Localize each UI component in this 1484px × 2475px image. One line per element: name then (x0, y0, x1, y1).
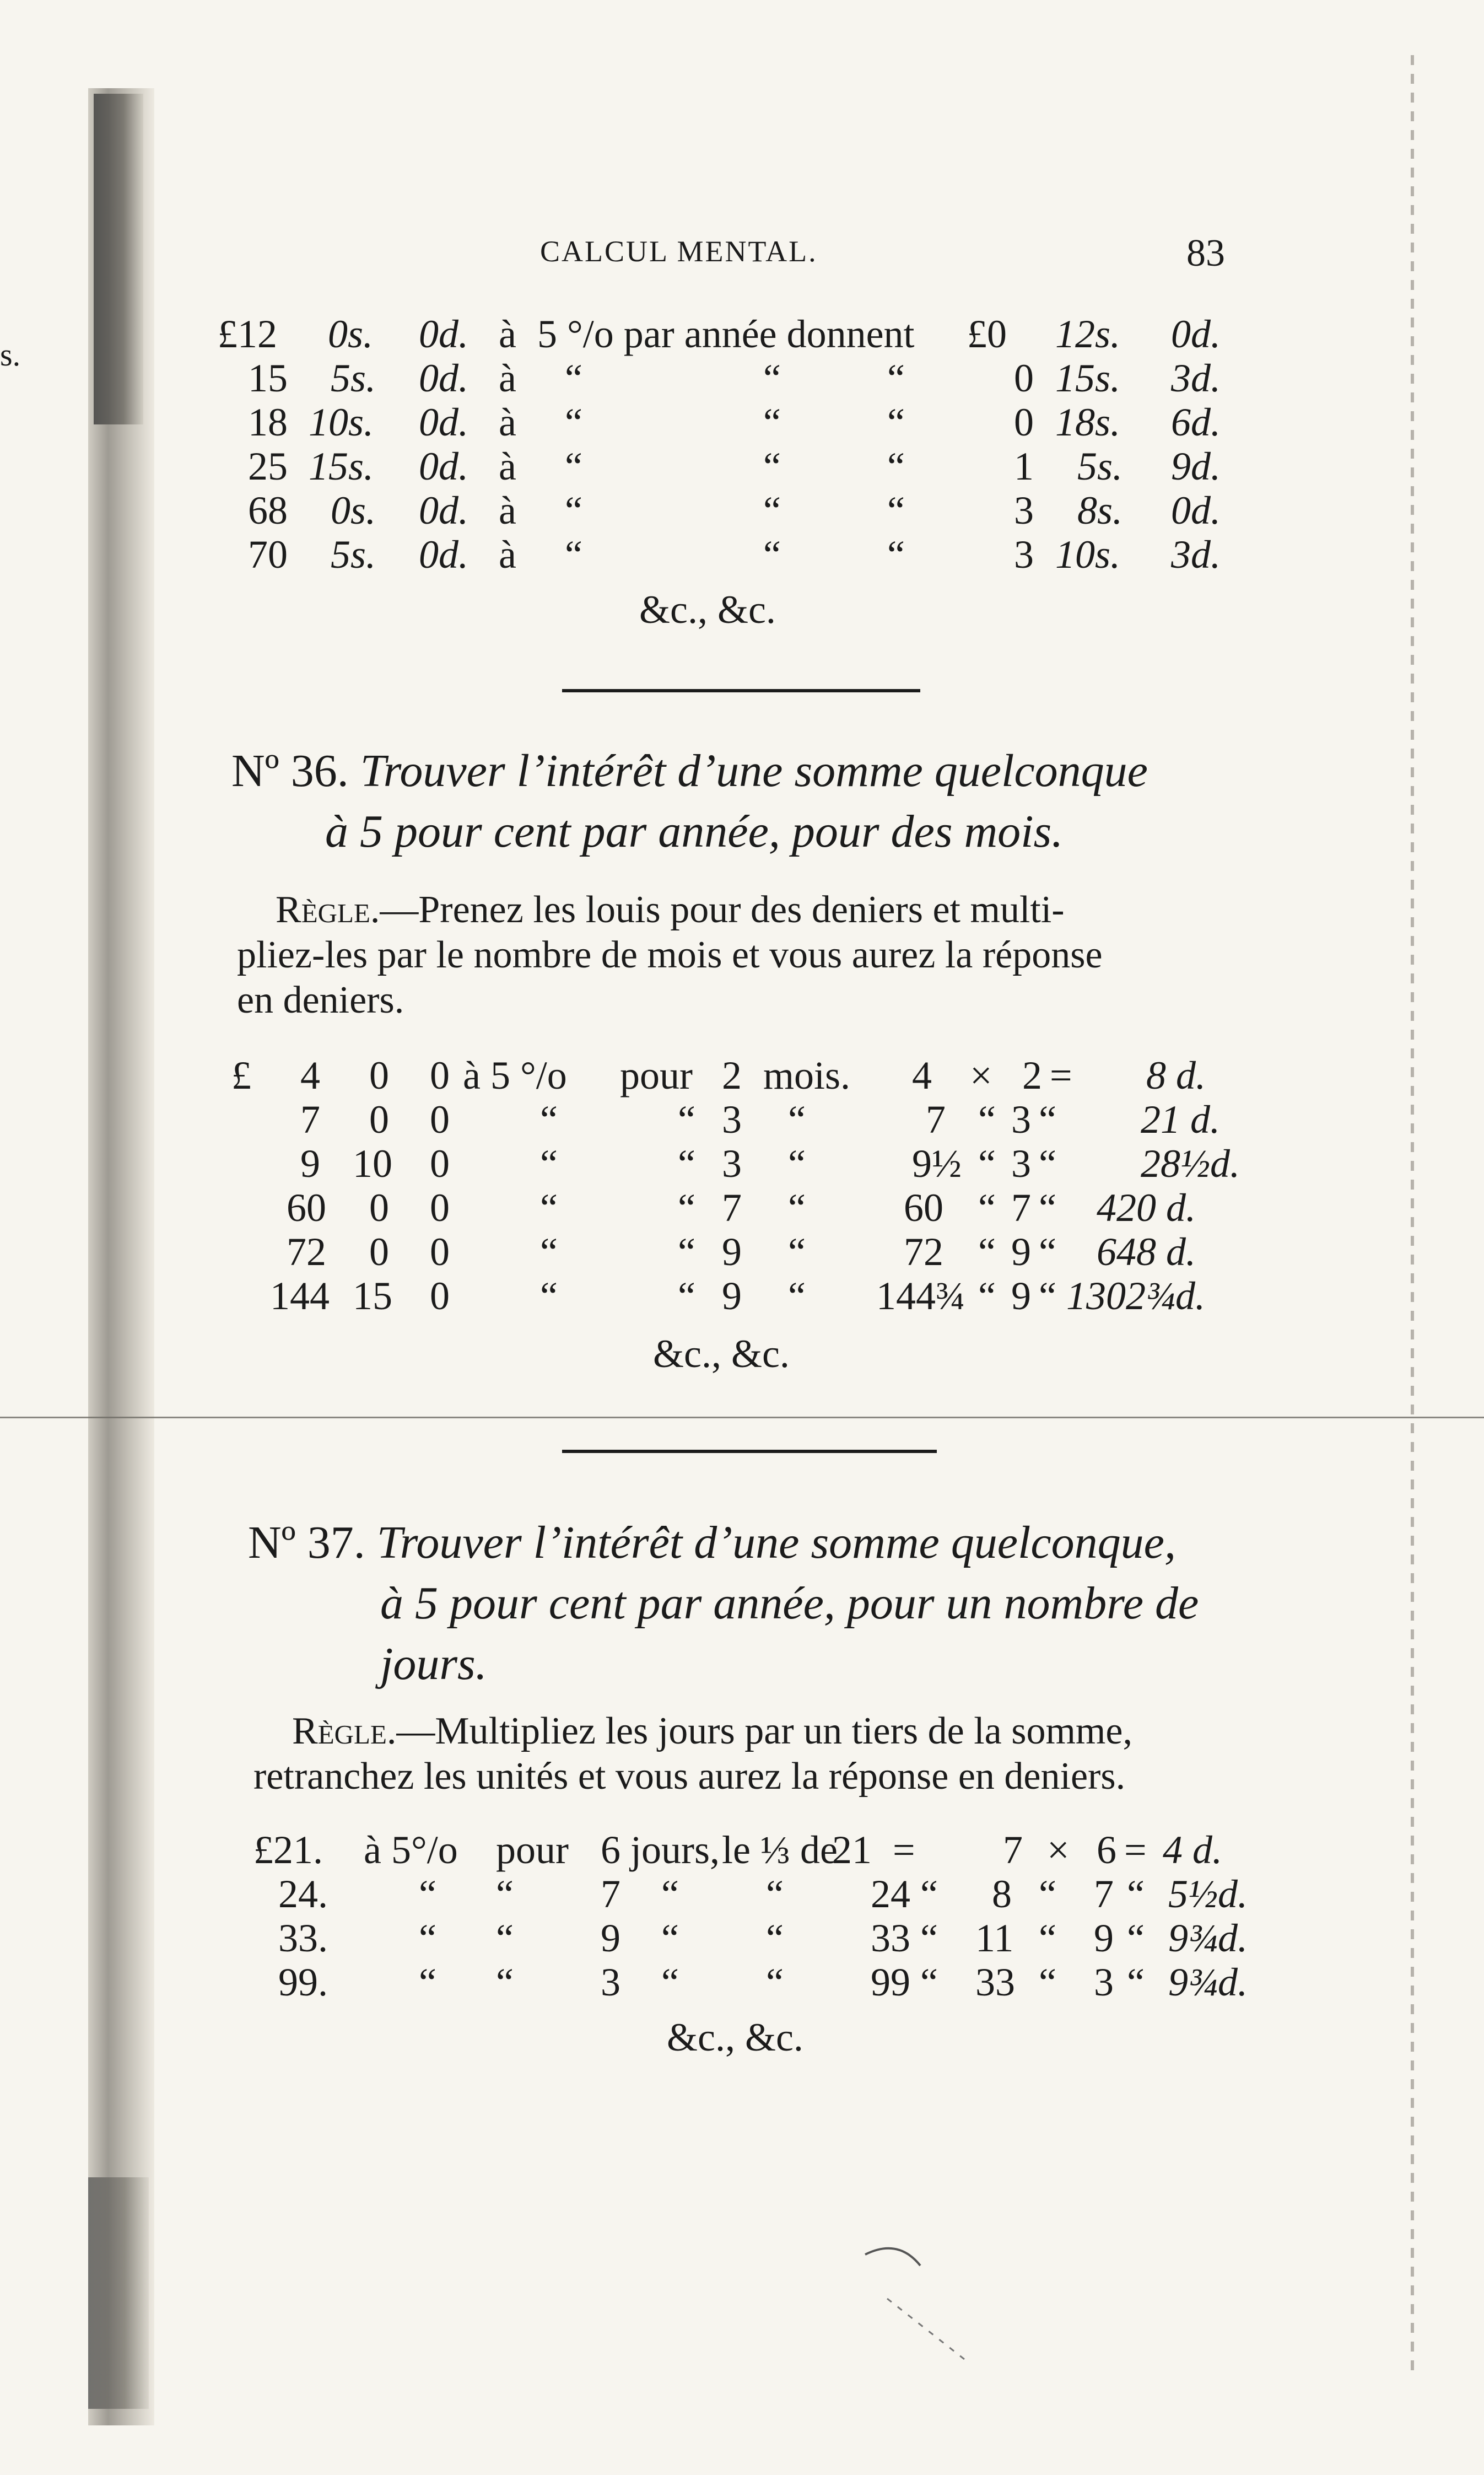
section36-rule-paragraph (237, 887, 1240, 1023)
cell: “ (766, 1872, 784, 1916)
binding-dark-bottom (88, 2177, 149, 2409)
cell: “ (496, 1916, 514, 1960)
section-divider (562, 689, 920, 692)
cell: “ (1127, 1872, 1145, 1916)
cell: 0 (1014, 356, 1034, 400)
cell: “ (565, 356, 582, 400)
cell: 0d. (419, 356, 468, 400)
cell: 72 (904, 1230, 943, 1274)
cell: à (499, 444, 516, 488)
cell: “ (766, 1916, 784, 1960)
cell: £12 (218, 312, 277, 356)
cell: 8 d. (1146, 1053, 1206, 1097)
cell: 12s. (1055, 312, 1121, 356)
cell: “ (1039, 1142, 1056, 1186)
cell: 10s. (1055, 532, 1121, 577)
cell: “ (419, 1916, 436, 1960)
cell: à (499, 400, 516, 444)
cell: “ (788, 1097, 806, 1142)
cell: 72 (287, 1230, 326, 1274)
cell: le ⅓ de (722, 1828, 838, 1872)
cell: 0 (369, 1230, 389, 1274)
cell: 15 (353, 1274, 392, 1318)
cell: “ (788, 1230, 806, 1274)
cell: à 5 °/o (463, 1053, 567, 1097)
cell: 21 d. (1141, 1097, 1220, 1142)
cell: 0s. (331, 488, 376, 532)
cell: “ (1039, 1186, 1056, 1230)
cell: 8s. (1077, 488, 1123, 532)
cell: 3d. (1171, 356, 1221, 400)
cell: “ (661, 1916, 679, 1960)
cell: 9¾d. (1168, 1960, 1248, 2004)
cell: 24 (871, 1872, 910, 1916)
cell: 0d. (1171, 312, 1221, 356)
scan-smudge (854, 2232, 997, 2376)
cell: 24. (278, 1872, 328, 1916)
cell: × (970, 1053, 992, 1097)
cell: 99. (278, 1960, 328, 2004)
cell: 0 (430, 1186, 450, 1230)
section36-number: Nº 36. (231, 745, 349, 797)
cell: 420 d. (1097, 1186, 1196, 1230)
cell: 60 (904, 1186, 943, 1230)
cell: 4 d. (1163, 1828, 1222, 1872)
cell: 15s. (309, 444, 374, 488)
cell: 9 (722, 1274, 742, 1318)
cell: 1 (1014, 444, 1034, 488)
cell: à 5°/o (364, 1828, 458, 1872)
cell: 3 (722, 1097, 742, 1142)
cell: 0d. (419, 444, 468, 488)
cell: “ (496, 1960, 514, 2004)
etc-text: &c., &c. (639, 588, 776, 632)
section36-title-line1 (231, 744, 1148, 798)
cell: 144 (270, 1274, 330, 1318)
cell: “ (920, 1872, 938, 1916)
scan-fold-line (0, 1417, 1484, 1418)
cell: pour (496, 1828, 569, 1872)
cell: à (499, 356, 516, 400)
page-number: 83 (1186, 232, 1225, 275)
cell: 3 (1014, 488, 1034, 532)
cell: “ (763, 400, 781, 444)
cell: 10s. (309, 400, 374, 444)
cell: 9 (1094, 1916, 1114, 1960)
cell: “ (496, 1872, 514, 1916)
cell: £21. (253, 1828, 323, 1872)
cell: 5s. (331, 532, 376, 577)
cell: 9 (722, 1230, 742, 1274)
cell: “ (540, 1186, 558, 1230)
cell: “ (678, 1274, 695, 1318)
cell: 3 (601, 1960, 620, 2004)
cell: 6 (1097, 1828, 1116, 1872)
cell: “ (763, 488, 781, 532)
cell: 25 (248, 444, 288, 488)
cell: 3 (1011, 1142, 1031, 1186)
cell: 0d. (419, 488, 468, 532)
cell: 18 (248, 400, 288, 444)
rule-line: retranchez les unités et vous aurez la réponse en deniers. (253, 1755, 1126, 1798)
rule-line: —Prenez les louis pour des deniers et multi- (380, 889, 1065, 931)
cell: “ (678, 1097, 695, 1142)
cell: “ (887, 488, 905, 532)
cell: “ (978, 1097, 996, 1142)
rule-line: pliez-les par le nombre de mois et vous aurez la réponse (237, 934, 1103, 976)
cell: 7 (601, 1872, 620, 1916)
cell: 5 °/o par année donnent (537, 312, 915, 356)
cell: 33. (278, 1916, 328, 1960)
cell: 3 (1011, 1097, 1031, 1142)
cell: “ (788, 1274, 806, 1318)
cell: “ (565, 400, 582, 444)
cell: “ (766, 1960, 784, 2004)
cell: 7 (1011, 1186, 1031, 1230)
running-title: CALCUL MENTAL. (540, 235, 818, 268)
cell: “ (419, 1872, 436, 1916)
cell: 9 (601, 1916, 620, 1960)
cell: 15s. (1055, 356, 1121, 400)
cell: “ (788, 1186, 806, 1230)
cell: 33 (871, 1916, 910, 1960)
cell: “ (540, 1230, 558, 1274)
cell: 7 (722, 1186, 742, 1230)
cell: = (1124, 1828, 1147, 1872)
cell: 3 (722, 1142, 742, 1186)
cell: 68 (248, 488, 288, 532)
cell: “ (920, 1960, 938, 2004)
cell: 5½d. (1168, 1872, 1248, 1916)
cell: = (1050, 1053, 1072, 1097)
cell: mois. (763, 1053, 851, 1097)
cell: “ (1039, 1230, 1056, 1274)
cell: “ (678, 1186, 695, 1230)
cell: “ (661, 1960, 679, 2004)
cell: 1302¾d. (1066, 1274, 1205, 1318)
cell: 3 (1014, 532, 1034, 577)
right-page-edge (1411, 55, 1414, 2370)
cell: 3 (1094, 1960, 1114, 2004)
cell: “ (978, 1142, 996, 1186)
cell: 7 (1003, 1828, 1023, 1872)
cell: “ (565, 444, 582, 488)
cell: “ (1127, 1960, 1145, 2004)
cell: 18s. (1055, 400, 1121, 444)
section-divider (562, 1450, 937, 1453)
cell: 0d. (419, 400, 468, 444)
cell: 3d. (1171, 532, 1221, 577)
cell: “ (1039, 1872, 1056, 1916)
cell: 9d. (1171, 444, 1221, 488)
cell: 0d. (419, 532, 468, 577)
cell: 6d. (1171, 400, 1221, 444)
cell: 0d. (1171, 488, 1221, 532)
cell: 2 (722, 1053, 742, 1097)
cell: 0 (430, 1230, 450, 1274)
cell: 28½d. (1141, 1142, 1240, 1186)
cell: “ (763, 356, 781, 400)
cell: 5s. (331, 356, 376, 400)
cell: à (499, 488, 516, 532)
binding-dark-top (94, 94, 143, 424)
cell: “ (763, 532, 781, 577)
rule-label: Règle. (276, 889, 380, 931)
cell: “ (1039, 1960, 1056, 2004)
cell: “ (565, 488, 582, 532)
cell: 0 (369, 1097, 389, 1142)
cell: “ (661, 1872, 679, 1916)
cell: 0 (430, 1053, 450, 1097)
section37-title-text: Trouver l’intérêt d’une somme quelconque, (376, 1517, 1176, 1568)
cell: “ (419, 1960, 436, 2004)
cell: “ (678, 1230, 695, 1274)
cell: 2 (1022, 1053, 1042, 1097)
rule-line: —Multipliez les jours par un tiers de la somme, (396, 1710, 1132, 1752)
cell: “ (978, 1274, 996, 1318)
cell: 33 (975, 1960, 1015, 2004)
cell: à (499, 312, 516, 356)
section37-title-line1 (248, 1516, 1176, 1569)
cell: 0s. (328, 312, 374, 356)
section36-title-line2: à 5 pour cent par année, pour des mois. (325, 806, 1064, 857)
cell: “ (540, 1274, 558, 1318)
cell: “ (978, 1186, 996, 1230)
cell: “ (920, 1916, 938, 1960)
cell: à (499, 532, 516, 577)
cell: 11 (975, 1916, 1014, 1960)
margin-mark: s. (0, 337, 21, 373)
cell: 0 (430, 1142, 450, 1186)
page-binding-shadow (88, 88, 154, 2425)
cell: 9 (1011, 1274, 1031, 1318)
cell: 99 (871, 1960, 910, 2004)
cell: 5s. (1077, 444, 1123, 488)
cell: 9 (300, 1142, 320, 1186)
cell: 7 (1094, 1872, 1114, 1916)
cell: 60 (287, 1186, 326, 1230)
cell: pour (620, 1053, 693, 1097)
cell: 0 (430, 1274, 450, 1318)
cell: 0d. (419, 312, 468, 356)
cell: “ (678, 1142, 695, 1186)
cell: 9¾d. (1168, 1916, 1248, 1960)
cell: 4 (300, 1053, 320, 1097)
cell: 144¾ (876, 1274, 965, 1318)
section37-number: Nº 37. (248, 1517, 365, 1568)
cell: £ (231, 1053, 251, 1097)
cell: “ (565, 532, 582, 577)
section37-title-line2: à 5 pour cent par année, pour un nombre de (380, 1578, 1199, 1629)
cell: “ (540, 1097, 558, 1142)
cell: “ (1127, 1916, 1145, 1960)
etc-text: &c., &c. (667, 2015, 803, 2059)
cell: 0 (1014, 400, 1034, 444)
cell: 648 d. (1097, 1230, 1196, 1274)
cell: “ (1039, 1274, 1056, 1318)
etc-text: &c., &c. (653, 1332, 790, 1376)
cell: 70 (248, 532, 288, 577)
cell: “ (887, 356, 905, 400)
cell: “ (887, 400, 905, 444)
cell: 0 (369, 1053, 389, 1097)
cell: 9½ (912, 1142, 962, 1186)
cell: “ (887, 444, 905, 488)
cell: “ (978, 1230, 996, 1274)
cell: “ (763, 444, 781, 488)
section36-title-text: Trouver l’intérêt d’une somme quelconque (360, 745, 1148, 797)
section37-rule-paragraph (253, 1709, 1251, 1799)
rule-line: en deniers. (237, 979, 404, 1021)
cell: 7 (300, 1097, 320, 1142)
cell: £0 (967, 312, 1007, 356)
cell: 9 (1011, 1230, 1031, 1274)
rule-label: Règle. (292, 1710, 397, 1752)
cell: 7 (926, 1097, 946, 1142)
cell: × (1047, 1828, 1070, 1872)
cell: 21 (832, 1828, 872, 1872)
cell: 6 jours, (601, 1828, 720, 1872)
cell: “ (540, 1142, 558, 1186)
cell: “ (788, 1142, 806, 1186)
cell: “ (1039, 1097, 1056, 1142)
cell: 0 (430, 1097, 450, 1142)
section37-title-line3: jours. (380, 1638, 487, 1690)
cell: = (893, 1828, 915, 1872)
cell: 10 (353, 1142, 392, 1186)
cell: 4 (912, 1053, 932, 1097)
cell: “ (1039, 1916, 1056, 1960)
cell: 8 (992, 1872, 1012, 1916)
cell: 15 (248, 356, 288, 400)
cell: 0 (369, 1186, 389, 1230)
cell: “ (887, 532, 905, 577)
